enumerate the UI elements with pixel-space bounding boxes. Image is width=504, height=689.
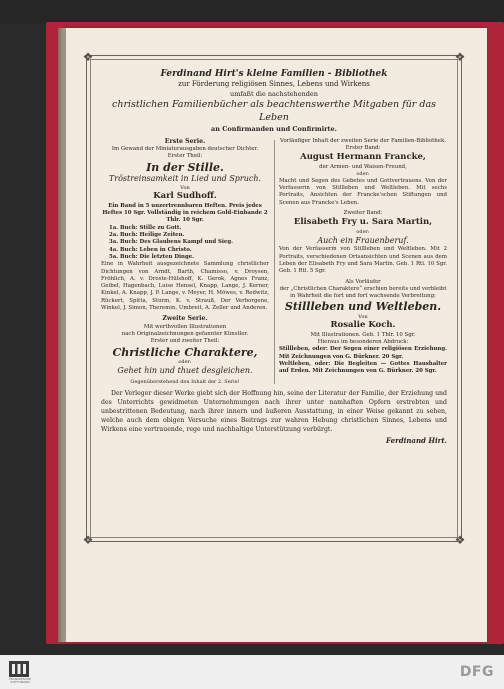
author-name: Karl Sudhoff. <box>153 191 217 202</box>
list-item: 2a. Buch: Heilige Zeiten. <box>109 232 185 239</box>
francke-foundation-label: FRANCKESCHE STIFTUNGEN <box>8 677 32 685</box>
by-label: Von <box>358 313 368 320</box>
two-columns <box>101 138 447 386</box>
book-title: Elisabeth Fry u. Sara Martin, <box>293 217 433 228</box>
publisher-signature: Ferdinand Hirt. <box>386 436 447 445</box>
list-item: Weltleben, oder: Die Begleiten — Gottes Haushalter auf Erden. Mit Zeichnungen von G. Bürkner. 20 Sgr. <box>279 361 447 375</box>
note: Gegenüberstehend den Inhalt der 2. Serie! <box>130 379 240 386</box>
corner-ornament-icon: ❖ <box>454 533 466 547</box>
column-divider <box>274 140 275 384</box>
part-label: Erster Theil: <box>167 153 203 160</box>
book-subtitle: der Armen- und Waisen-Freund, <box>319 163 407 170</box>
author-name: Rosalie Koch. <box>330 320 396 331</box>
advertisement-content <box>101 68 447 445</box>
book-description: Von der Verfasserin von Stillleben und Weltleben. Mit 2 Portraits, verschiedenen Ortsansichten und Scenen aus dem Leben der Elisabeth Fry und Sara Martin. Geb. 1 Rtl. 10 Sgr. Geb. 1 Rtl. 5 Sgr. <box>279 246 447 275</box>
extra-label: Hieraus im besonderen Abdruck: <box>317 339 409 346</box>
book-list <box>101 225 269 261</box>
intro-text: Vorläufiger Inhalt der zweiten Serie der Familien-Bibliothek. <box>280 137 446 144</box>
or-label: oder: <box>178 358 192 365</box>
precursor-description: der „Christlichen Charaktere“ erschien bereits und verbleibt in Wahrheit die fort und fort wachsende Verbreitung: <box>279 285 447 300</box>
list-item: 3a. Buch: Des Glaubens Kampf und Sieg. <box>109 239 233 246</box>
corner-ornament-icon: ❖ <box>454 50 466 64</box>
header-line: christlichen Familienbücher als beachtenswerthe Mitgaben für das Leben <box>112 99 436 124</box>
series2-description: nach Originalzeichnungen gefannter Künstler. <box>121 331 249 337</box>
left-column <box>101 138 269 386</box>
list-item: Stillleben, oder: Der Segen einer religiösen Erziehung. Mit Zeichnungen von G. Bürkner. 20 Sgr. <box>279 346 447 360</box>
part-label: Erster Band: <box>345 145 381 152</box>
series-description: Im Gewand der Miniaturausgaben deutscher Dichter. <box>111 146 259 153</box>
book-subtitle: Gehet hin und thuet desgleichen. <box>117 365 253 375</box>
part-label: Erster und zweiter Theil: <box>150 338 220 345</box>
header-line: umfaßt die nachstehenden <box>230 89 318 98</box>
part-label: Zweiter Band: <box>343 210 383 217</box>
or-label: oder: <box>356 171 370 178</box>
header-title: Ferdinand Hirt's kleine Familien - Bibliothek <box>160 69 388 79</box>
book-title: August Hermann Francke, <box>300 152 426 163</box>
book-subtitle: Auch ein Frauenberuf. <box>317 235 409 245</box>
corner-ornament-icon: ❖ <box>82 533 94 547</box>
series2-label: Zweite Serie. <box>162 315 208 323</box>
price-info: Ein Band in 5 unzertrennbaren Heften. Preis jedes Heftes 10 Sgr. Vollständig in reichem Gold-Einbande 2 Thlr. 10 Sgr. <box>102 202 268 224</box>
scan-background-top <box>0 0 504 24</box>
book-title: Stillleben und Weltleben. <box>284 300 442 314</box>
list-item: 4a. Buch: Leben in Christo. <box>109 246 192 253</box>
header-line: an Confirmanden und Confirmirte. <box>211 124 337 133</box>
price-info: Mit Illustrationen. Geb. 1 Thlr. 10 Sgr. <box>310 331 416 338</box>
dfg-logo: DFG <box>459 664 494 680</box>
by-label: Von <box>180 184 190 191</box>
header-line: zur Förderung religiösen Sinnes, Lebens und Wirkens <box>178 80 370 89</box>
book-title: Christliche Charaktere, <box>112 345 258 359</box>
book-subtitle: Tröstreinsamkeit in Lied und Spruch. <box>108 173 262 183</box>
list-item: 5a. Buch: Die letzten Dinge. <box>109 253 195 260</box>
right-column <box>279 138 447 386</box>
ornamental-frame <box>82 50 466 547</box>
precursor-label: Als Vorläufer <box>345 278 381 285</box>
series-label: Erste Serie. <box>164 137 206 145</box>
or-label: oder: <box>356 228 370 235</box>
footer-text: Der Verleger dieser Werke giebt sich der Hoffnung hin, seine der Literatur der Familie, der Erziehung und des Unterrichts gewidmeten Unternehmungen nach ihrer unter namhaften Opfern erstrebten und unbestrittenen Bedeutung, nach ihrer innern und äußeren Ausstattung, in einer Weise gekannt zu sehen, welche auch dem obigen Versuche eines Beitrags zur wahren Hebung christlichen Sinnes, Lebens und Wirkens eine vertrauende, rege und nachhaltige Unterstützung verbürgt. <box>101 390 447 434</box>
book-title: In der Stille. <box>146 160 224 174</box>
list-item: 1a. Buch: Stille zu Gott. <box>109 224 182 231</box>
book-description: Macht und Segen des Gebetes und Gottvertrauens. Von der Verfasserin von Stillleben und Weltleben. Mit sechs Portraits, Ansichten der Francke'schen Stiftungen und Scenen aus Francke's Leben. <box>279 177 447 206</box>
scan-background-bottom <box>0 655 504 689</box>
series2-description: Mit werthvollen Illustrationen <box>143 323 227 330</box>
collection-description: Eine in Wahrheit ausgezeichnete Sammlung christlicher Dichtungen von Arndt, Barth, Chamisso, v. Droysen, Fröhlich, A. v. Droste-Hülshoff, K. Gerok, Agnes Franz, Geibel, Hagenbach, Luise Hensel, Knapp, Lange, J. Kerner, Kinkel, A. Knapp, J. P. Lange, v. Meyer, H. Möwes, v. Redwitz, Rückert, Spitta, Sturm, K. v. Strauß, Der Verborgene, Winkel, J. Simon, Theremin, Umbreit, A. Zeller und Anderen. <box>101 261 269 312</box>
corner-ornament-icon: ❖ <box>82 50 94 64</box>
